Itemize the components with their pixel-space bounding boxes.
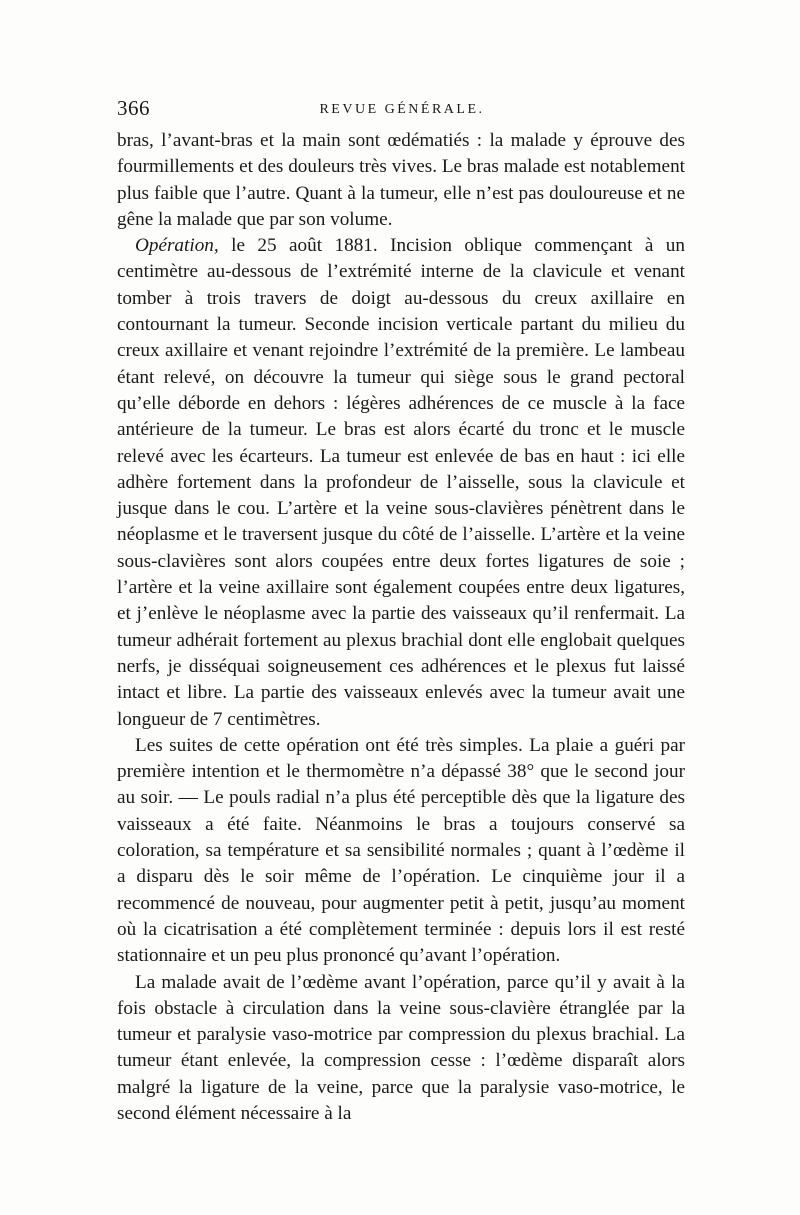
running-head (117, 96, 687, 122)
body-text (117, 128, 685, 1127)
operation-text: le 25 août 1881. Incision oblique commençant à un centimètre au-dessous de l’extrémité interne de la clavicule et venant tomber à trois travers de doigt au-dessous du creux axillaire en contournant la tumeur. Seconde incision verticale partant du milieu du creux axillaire et venant rejoindre l’extrémité de la première. Le lambeau étant relevé, on découvre la tumeur qui siège sous le grand pectoral qu’elle déborde en dehors : légères adhérences de ce muscle à la face antérieure de la tumeur. Le bras est alors écarté du tronc et le muscle relevé avec les écarteurs. La tumeur est enlevée de bas en haut : ici elle adhère fortement dans la profondeur de l’aisselle, sous la clavicule et jusque dans le cou. L’artère et la veine sous-clavières pénètrent dans le néoplasme et le traversent jusque du côté de l’aisselle. L’artère et la veine sous-clavières sont alors coupées entre deux fortes ligatures de soie ; l’artère et la veine axillaire sont également coupées entre deux ligatures, et j’enlève le néoplasme avec la partie des vaisseaux qu’il renfermait. La tumeur adhérait fortement au plexus brachial dont elle englobait quelques nerfs, je disséquai soigneusement ces adhérences et le plexus fut laissé intact et libre. La partie des vaisseaux enlevés avec la tumeur avait une longueur de 7 centimètres. (117, 235, 685, 730)
paragraph-1: bras, l’avant-bras et la main sont œdématiés : la malade y éprouve des fourmillements et des douleurs très vives. Le bras malade est notablement plus faible que l’autre. Quant à la tumeur, elle n’est pas douloureuse et ne gêne la malade que par son volume. (117, 130, 685, 230)
paragraph-3: Les suites de cette opération ont été très simples. La plaie a guéri par première intention et le thermomètre n’a dépassé 38° que le second jour au soir. — Le pouls radial n’a plus été perceptible dès que la ligature des vaisseaux a été faite. Néanmoins le bras a toujours conservé sa coloration, sa température et sa sensibilité normales ; quant à l’œdème il a disparu dès le soir même de l’opération. Le cinquième jour il a recommencé de nouveau, pour augmenter petit à petit, jusqu’au moment où la cicatrisation a été complètement terminée : depuis lors il est resté stationnaire et un peu plus prononcé qu’avant l’opération. (117, 734, 685, 967)
paragraph-2 (117, 233, 685, 733)
page-number: 366 (117, 96, 150, 120)
paragraph-4: La malade avait de l’œdème avant l’opération, parce qu’il y avait à la fois obstacle à circulation dans la veine sous-clavière étranglée par la tumeur et paralysie vaso-motrice par compression du plexus brachial. La tumeur étant enlevée, la compression cesse : l’œdème disparaît alors malgré la ligature de la veine, parce que la paralysie vaso-motrice, le second élément nécessaire à la (117, 971, 685, 1124)
operation-label: Opération, (135, 235, 219, 257)
running-title: REVUE GÉNÉRALE. (319, 102, 485, 117)
